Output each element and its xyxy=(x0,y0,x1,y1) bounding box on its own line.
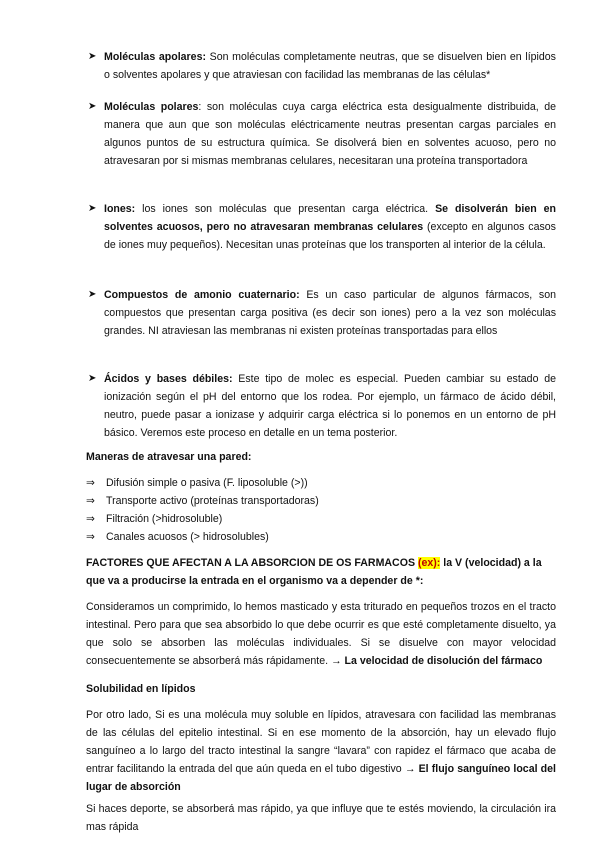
implies-icon: ⇒ xyxy=(86,513,95,525)
factors-heading xyxy=(86,554,556,590)
arrow-bullet-icon: ➤ xyxy=(88,289,97,300)
bullet-term: Moléculas polares xyxy=(104,101,199,113)
bullet-apolar xyxy=(88,48,556,84)
list-item-text: Filtración (>hidrosoluble) xyxy=(106,513,223,525)
bullet-text: (excepto en algunos casos de iones muy pequeños). Necesitan unas proteínas que los transporten al interior de la célula. xyxy=(104,221,556,251)
ways-heading: Maneras de atravesar una pared: xyxy=(86,451,252,463)
bullet-bold-text: Se disolverán bien en solventes acuosos, pero no atravesaran membranas celulares xyxy=(104,203,556,233)
paragraph-disolucion xyxy=(86,598,556,670)
bullet-text: : son moléculas cuya carga eléctrica esta desigualmente distribuida, de manera que aun que son moléculas eléctricamente neutras presentan cargas parciales en algunos puntos de su estructura química. Se disolverá bien en solventes acuoso, pero no atravesaran por si mismas membranas celulares, necesitaran una proteína transportadora xyxy=(104,101,556,167)
highlight-ex: (ex): xyxy=(417,557,441,569)
bullet-term: Ácidos y bases débiles: xyxy=(104,373,233,385)
implies-icon: ⇒ xyxy=(86,495,95,507)
factors-heading-text: FACTORES QUE AFECTAN A LA ABSORCION DE OS FARMACOS xyxy=(86,557,418,569)
list-item xyxy=(86,492,556,510)
implies-icon: ⇒ xyxy=(86,531,95,543)
bullet-amonio xyxy=(88,286,557,340)
lipid-heading: Solubilidad en lípidos xyxy=(86,683,196,695)
list-item-text: Canales acuosos (> hidrosolubles) xyxy=(106,531,269,543)
bullet-term: Iones: xyxy=(104,203,136,215)
bullet-term: Compuestos de amonio cuaternario: xyxy=(104,289,300,301)
list-item xyxy=(86,510,556,528)
list-item xyxy=(86,528,556,546)
arrow-bullet-icon: ➤ xyxy=(88,203,97,214)
bullet-text: Es un caso particular de algunos fármacos, son compuestos que presentan carga positiva (es decir son iones) pero a la vez son moléculas grandes. NI atraviesan las membranas ni existen proteínas transportadas para ellos xyxy=(104,289,557,337)
paragraph-bold-text: La velocidad de disolución del fármaco xyxy=(344,655,543,667)
paragraph-text: Por otro lado, Si es una molécula muy soluble en lípidos, atravesara con facilidad las membranas de las células del epitelio intestinal. Si en ese momento de la absorción, hay un elevado flujo sanguíneo a lo largo del tracto intestinal la sangre “lavara” con rapidez el fármaco que acaba de entrar facilitando la entrada del que aún queda en el tubo digestivo → xyxy=(86,709,556,775)
bullet-acidos xyxy=(88,370,556,442)
paragraph-bold-text: El flujo sanguíneo local del lugar de absorción xyxy=(86,763,556,793)
bullet-text: Son moléculas completamente neutras, que se disuelven bien en lípidos o solventes apolares y que atraviesan con facilidad las membranas de las células* xyxy=(104,51,556,81)
paragraph-lipidos xyxy=(86,706,556,796)
paragraph-text: Consideramos un comprimido, lo hemos masticado y esta triturado en pequeños trozos en el tracto intestinal. Pero para que sea absorbido lo que debe ocurrir es que esté completamente disuelto, ya que solo se absorben las moléculas individuales. Si se disuelve con mayor velocidad consecuentemente se absorberá más rápidamente. → xyxy=(86,601,556,667)
arrow-bullet-icon: ➤ xyxy=(88,51,97,62)
list-item xyxy=(86,474,556,492)
bullet-term: Moléculas apolares: xyxy=(104,51,206,63)
implies-icon: ⇒ xyxy=(86,477,95,489)
factors-heading-text: la V (velocidad) a la que va a producirse la entrada en el organismo va a depender de *: xyxy=(86,557,542,587)
arrow-bullet-icon: ➤ xyxy=(88,101,97,112)
list-item-text: Transporte activo (proteínas transportadoras) xyxy=(106,495,319,507)
ways-list xyxy=(86,474,556,546)
bullet-text: los iones son moléculas que presentan carga eléctrica. xyxy=(135,203,436,215)
bullet-text: Este tipo de molec es especial. Pueden cambiar su estado de ionización según el pH del entorno que los rodea. Por ejemplo, un fármaco de ácido débil, neutro, puede pasar a ionizase y adquirir carga eléctrica si lo ponemos en un entorno de pH básico. Veremos este proceso en detalle en un tema posterior. xyxy=(104,373,556,439)
bullet-iones xyxy=(88,200,556,254)
list-item-text: Difusión simple o pasiva (F. liposoluble (>)) xyxy=(106,477,308,489)
bullet-polar xyxy=(88,98,556,170)
paragraph-deporte: Si haces deporte, se absorberá mas rápido, ya que influye que te estés moviendo, la circulación ira mas rápida xyxy=(86,803,556,833)
arrow-bullet-icon: ➤ xyxy=(88,373,97,384)
